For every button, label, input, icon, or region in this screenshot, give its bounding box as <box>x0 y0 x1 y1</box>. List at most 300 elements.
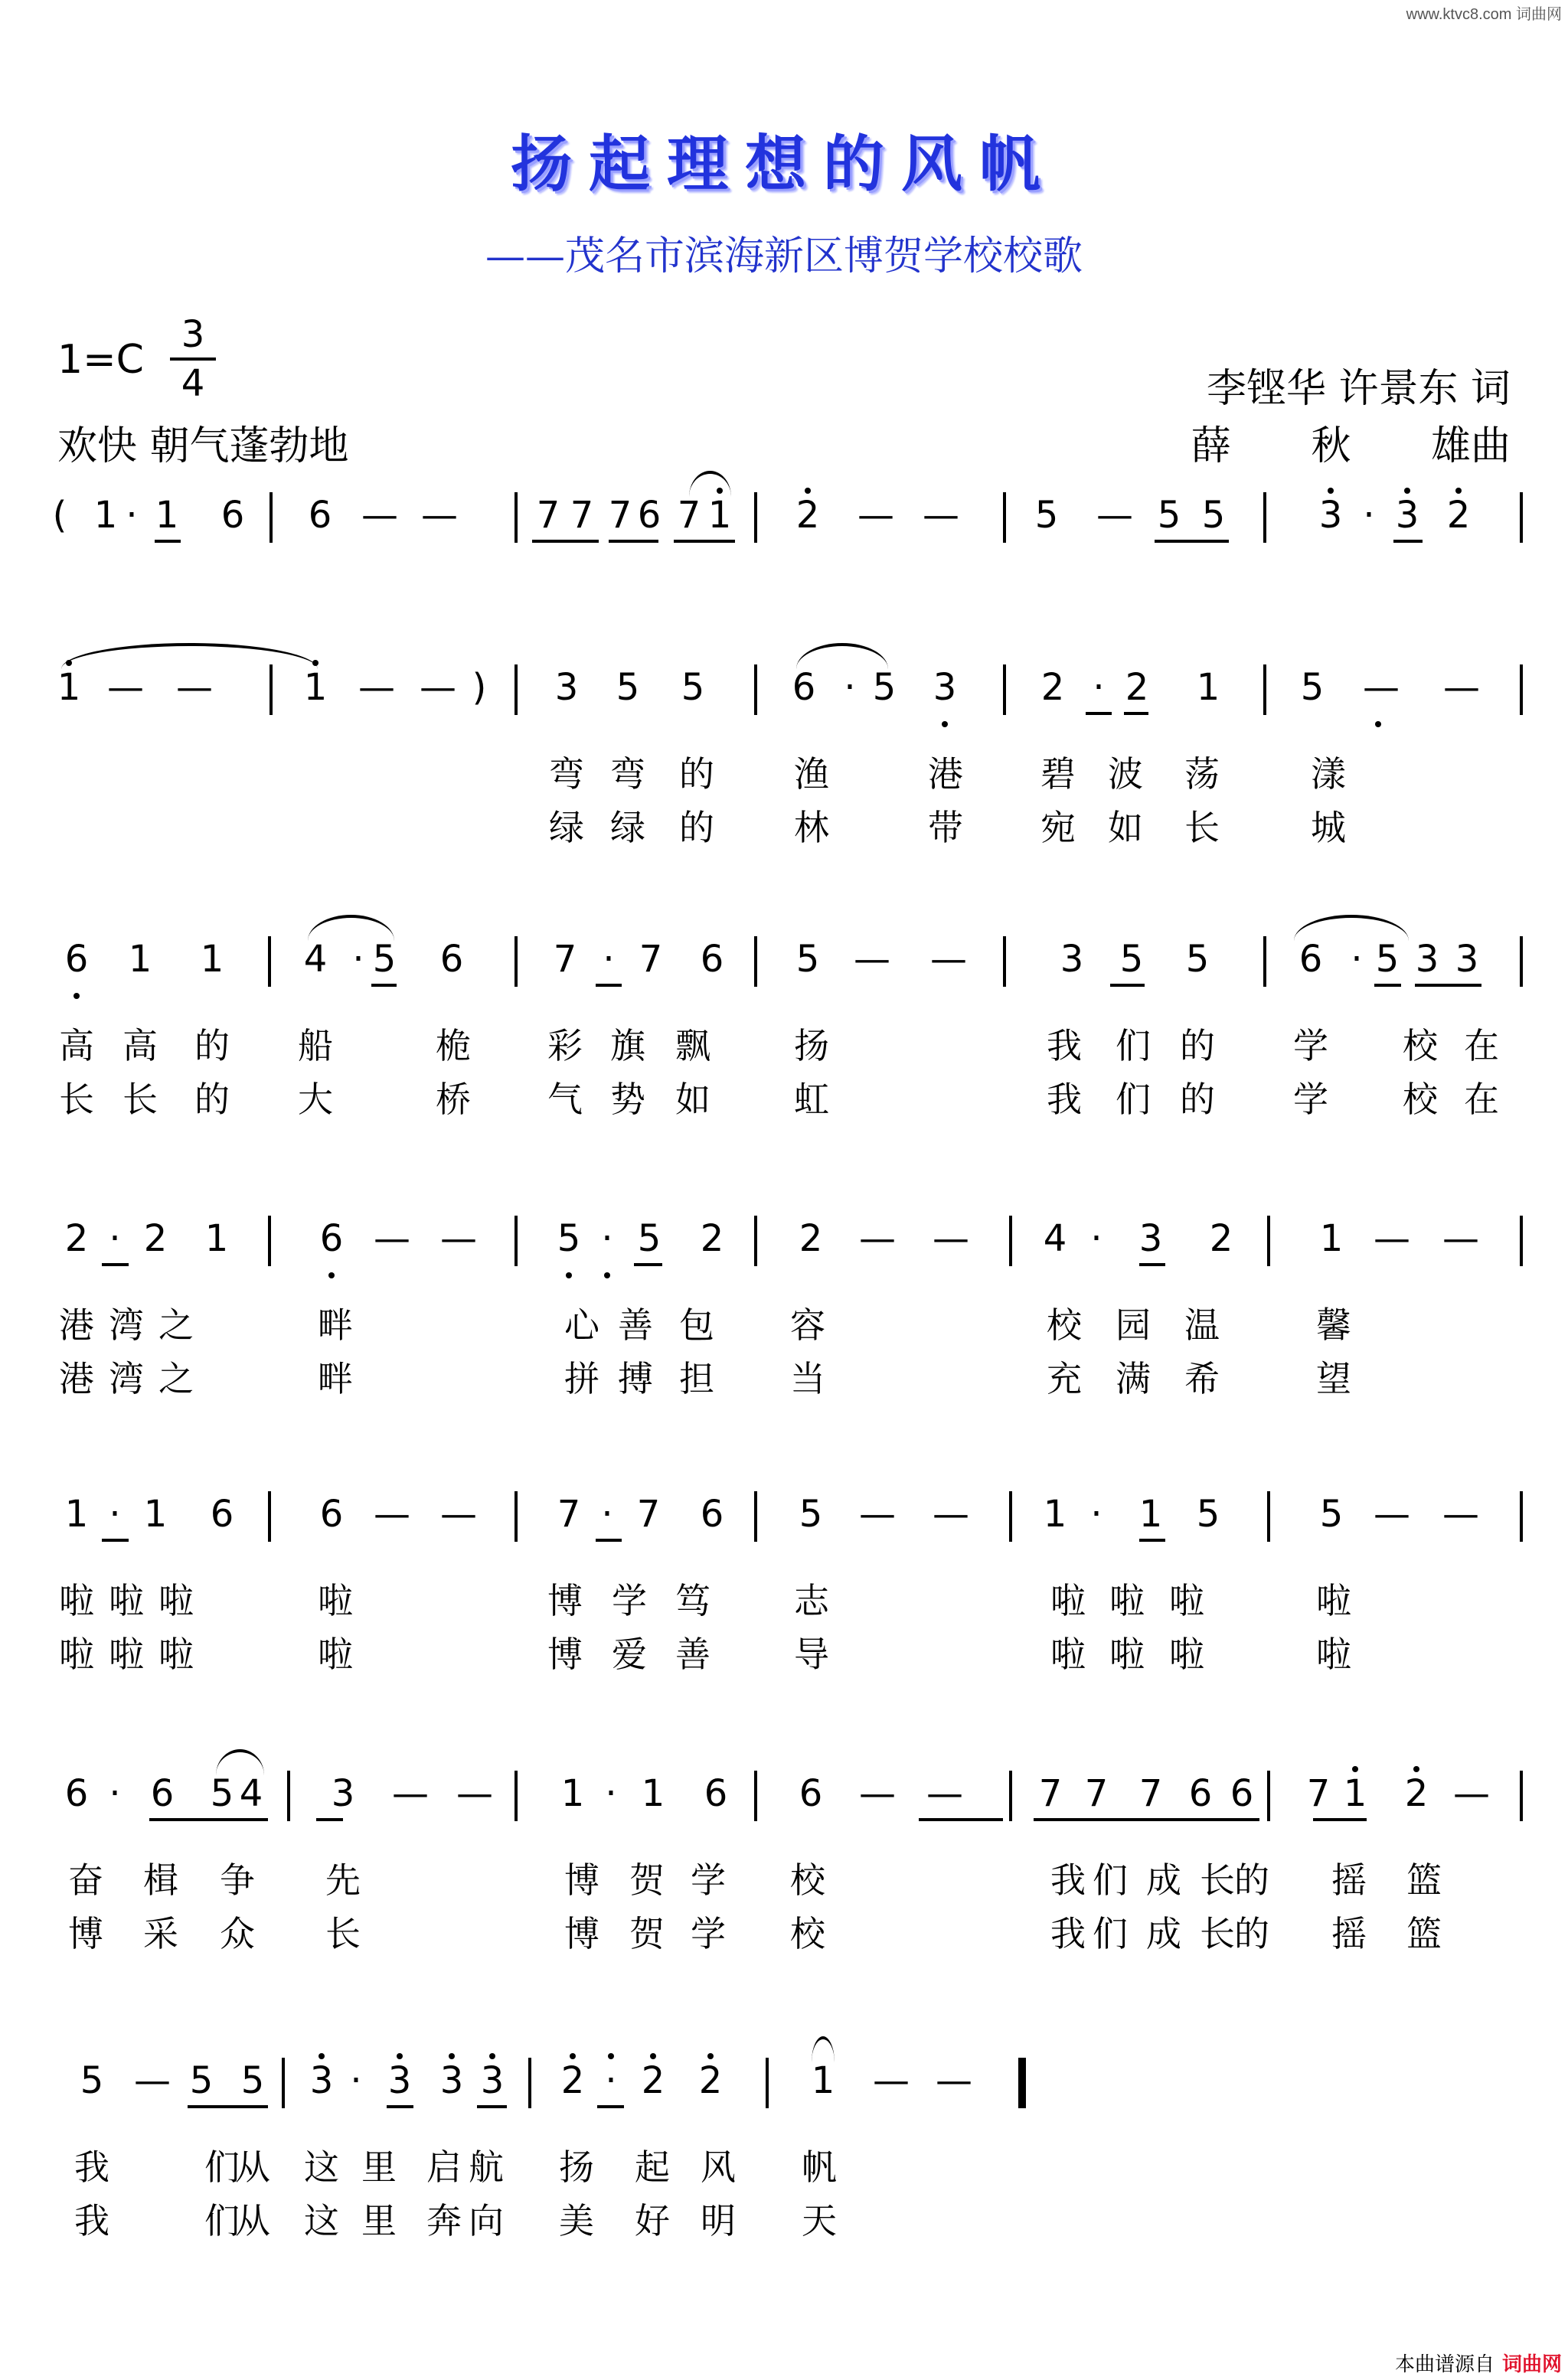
lyric-verse-2: 奔 <box>426 2200 462 2241</box>
lyric-verse-2: 导 <box>794 1634 829 1675</box>
lyric-verse-1: 学 <box>1293 1025 1328 1066</box>
note: 7 <box>557 1493 581 1536</box>
lyric-verse-1: 馨 <box>1316 1304 1351 1346</box>
high-octave-dot <box>570 2053 576 2059</box>
lyric-verse-2: 这 <box>304 2200 339 2241</box>
high-octave-dot <box>650 2053 656 2059</box>
note: 2 <box>1125 666 1149 709</box>
duration-underline <box>102 1263 129 1266</box>
note: 4 <box>1043 1217 1067 1260</box>
bar-line <box>1520 1216 1523 1266</box>
note: 5 <box>1196 1493 1220 1536</box>
note: — <box>456 1772 493 1815</box>
lyric-verse-1: 园 <box>1116 1304 1151 1346</box>
high-octave-dot <box>397 2053 403 2059</box>
lyric-verse-2: 从 <box>235 2200 270 2241</box>
lyric-verse-2: 啦 <box>59 1634 94 1675</box>
lyric-verse-2: 虹 <box>794 1079 829 1120</box>
lyric-verse-1: 帆 <box>802 2147 837 2188</box>
note: 1 <box>811 2059 835 2102</box>
duration-underline <box>674 540 735 543</box>
bar-line <box>754 1491 757 1542</box>
slur <box>61 643 318 669</box>
lyric-verse-1: 博 <box>564 1859 599 1901</box>
duration-underline <box>1393 540 1423 543</box>
note: 2 <box>795 494 820 537</box>
note: — <box>1374 1217 1410 1260</box>
note: 1 <box>204 1217 229 1260</box>
slur <box>812 2036 835 2062</box>
note: · <box>844 666 856 709</box>
lyric-verse-1: 争 <box>220 1859 255 1901</box>
note: 2 <box>698 2059 723 2102</box>
note: 6 <box>319 1217 344 1260</box>
lyric-verse-1: 扬 <box>794 1025 829 1066</box>
bar-line <box>514 492 518 543</box>
lyric-verse-1: 善 <box>618 1304 653 1346</box>
lyric-verse-1: 奋 <box>68 1859 103 1901</box>
lyric-verse-2: 篮 <box>1406 1913 1442 1954</box>
note: 4 <box>239 1772 263 1815</box>
note: 6 <box>1230 1772 1254 1815</box>
lyric-verse-1: 这 <box>304 2147 339 2188</box>
lyric-verse-1: 志 <box>794 1580 829 1621</box>
note: 1 <box>1138 1493 1163 1536</box>
note: — <box>930 938 967 981</box>
bar-line <box>270 492 273 543</box>
note: · <box>1093 666 1105 709</box>
lyric-verse-1: 摇 <box>1331 1859 1367 1901</box>
lyric-verse-2: 啦 <box>1316 1634 1351 1675</box>
lyric-verse-1: 容 <box>790 1304 825 1346</box>
lyric-verse-1: 长 <box>1200 1859 1235 1901</box>
note: 1 <box>128 938 152 981</box>
note: 6 <box>700 938 724 981</box>
lyric-verse-1: 的 <box>1234 1859 1269 1901</box>
lyric-verse-2: 林 <box>794 807 829 848</box>
lyric-verse-2: 如 <box>675 1079 710 1120</box>
note: 6 <box>319 1493 344 1536</box>
lyric-verse-2: 向 <box>469 2200 504 2241</box>
note: 5 <box>1201 494 1226 537</box>
duration-underline <box>1139 1263 1165 1266</box>
lyric-verse-2: 拼 <box>564 1358 599 1399</box>
bar-line <box>1009 1491 1012 1542</box>
note: 7 <box>677 494 701 537</box>
note: 1 <box>303 666 328 709</box>
low-octave-dot <box>942 721 948 727</box>
low-octave-dot <box>604 1272 610 1278</box>
note: — <box>176 666 213 709</box>
note: · <box>1090 1493 1102 1536</box>
note: 2 <box>1040 666 1065 709</box>
duration-underline <box>387 2105 413 2108</box>
bar-line <box>514 1491 518 1542</box>
lyric-verse-1: 从 <box>235 2147 270 2188</box>
bar-line <box>754 1771 757 1821</box>
lyric-verse-2: 我 <box>74 2200 109 2241</box>
note: 1 <box>560 1772 585 1815</box>
source-text: 本曲谱源自 <box>1394 2353 1494 2376</box>
lyric-verse-2: 畔 <box>318 1358 353 1399</box>
lyric-verse-1: 啦 <box>1169 1580 1204 1621</box>
lyric-verse-2: 桥 <box>436 1079 471 1120</box>
note: 3 <box>480 2059 505 2102</box>
lyric-verse-2: 美 <box>559 2200 594 2241</box>
high-octave-dot <box>489 2053 495 2059</box>
note: · <box>603 938 615 981</box>
lyric-verse-2: 之 <box>158 1358 194 1399</box>
composer-part: 薛 <box>1191 423 1231 469</box>
duration-underline <box>1124 712 1148 715</box>
note: — <box>923 494 959 537</box>
page-subtitle: ——茂名市滨海新区博贺学校校歌 <box>485 233 1083 279</box>
bar-line <box>754 664 757 715</box>
lyric-verse-1: 们 <box>1093 1859 1128 1901</box>
note: 3 <box>1415 938 1439 981</box>
high-octave-dot <box>805 488 811 494</box>
lyric-verse-2: 大 <box>298 1079 333 1120</box>
bar-line <box>1263 664 1266 715</box>
note: 1 <box>57 666 81 709</box>
bar-line <box>1003 936 1006 987</box>
duration-underline <box>596 1539 622 1542</box>
slur <box>689 471 731 497</box>
note: 5 <box>1185 938 1210 981</box>
note: — <box>933 1217 969 1260</box>
note: 7 <box>1306 1772 1331 1815</box>
source-brand: 词曲网 <box>1501 2353 1562 2376</box>
lyric-verse-2: 长 <box>59 1079 94 1120</box>
lyric-verse-1: 校 <box>1403 1025 1438 1066</box>
duration-underline <box>1374 984 1401 987</box>
duration-underline <box>316 1818 343 1821</box>
low-octave-dot <box>328 1272 335 1278</box>
bar-line <box>270 664 273 715</box>
note: 2 <box>1404 1772 1429 1815</box>
note: 5 <box>372 938 397 981</box>
note: 5 <box>1157 494 1181 537</box>
lyric-verse-2: 众 <box>220 1913 255 1954</box>
lyric-verse-1: 港 <box>928 753 963 795</box>
note: 6 <box>704 1772 728 1815</box>
note: — <box>1374 1493 1410 1536</box>
bar-line <box>1267 1491 1270 1542</box>
lyric-verse-1: 在 <box>1464 1025 1499 1066</box>
lyric-verse-1: 渔 <box>794 753 829 795</box>
note: — <box>859 1217 896 1260</box>
note: 6 <box>799 1772 823 1815</box>
note: 7 <box>608 494 632 537</box>
lyric-verse-1: 学 <box>691 1859 726 1901</box>
slur <box>796 643 888 669</box>
lyric-verse-2: 带 <box>928 807 963 848</box>
lyric-verse-1: 贺 <box>629 1859 665 1901</box>
note: — <box>926 1772 963 1815</box>
bar-line <box>1267 1771 1270 1821</box>
lyric-verse-1: 校 <box>790 1859 825 1901</box>
note: · <box>601 1493 613 1536</box>
note: — <box>374 1493 410 1536</box>
composer-part: 雄曲 <box>1430 423 1511 469</box>
note: · <box>350 2059 362 2102</box>
lyric-verse-2: 的 <box>679 807 714 848</box>
lyric-verse-2: 的 <box>194 1079 230 1120</box>
note: · <box>126 494 138 537</box>
lyric-verse-2: 担 <box>679 1358 714 1399</box>
note: 5 <box>681 666 705 709</box>
note: 2 <box>799 1217 823 1260</box>
lyric-verse-2: 我 <box>1047 1079 1082 1120</box>
bar-line <box>766 2058 769 2108</box>
bar-line <box>1009 1771 1012 1821</box>
lyric-verse-1: 校 <box>1047 1304 1082 1346</box>
lyric-verse-2: 长 <box>1200 1913 1235 1954</box>
note: — <box>936 2059 972 2102</box>
high-octave-dot <box>1413 1766 1419 1772</box>
bar-line <box>754 1216 757 1266</box>
note: · <box>109 1493 121 1536</box>
bar-line <box>514 1216 518 1266</box>
low-octave-dot <box>74 993 80 999</box>
lyric-verse-1: 我 <box>74 2147 109 2188</box>
lyric-verse-2: 搏 <box>618 1358 653 1399</box>
note: 6 <box>220 494 245 537</box>
duration-underline <box>1086 712 1112 715</box>
note: — <box>374 1217 410 1260</box>
note: · <box>109 1772 121 1815</box>
note: · <box>109 1217 121 1260</box>
note: — <box>859 1772 896 1815</box>
lyric-verse-2: 学 <box>691 1913 726 1954</box>
note: · <box>352 938 364 981</box>
lyric-verse-1: 们 <box>1116 1025 1151 1066</box>
lyric-verse-1: 先 <box>325 1859 361 1901</box>
lyric-verse-1: 弯 <box>549 753 584 795</box>
lyric-verse-2: 绿 <box>549 807 584 848</box>
note: 1 <box>64 1493 89 1536</box>
note: 1 <box>93 494 118 537</box>
lyric-verse-1: 里 <box>361 2147 397 2188</box>
note: 6 <box>64 938 89 981</box>
duration-underline <box>596 984 622 987</box>
low-octave-dot <box>1375 721 1381 727</box>
note: 3 <box>554 666 579 709</box>
bar-line <box>754 492 757 543</box>
lyric-verse-1: 漾 <box>1311 753 1346 795</box>
lyric-verse-2: 气 <box>547 1079 583 1120</box>
lyric-verse-1: 啦 <box>59 1580 94 1621</box>
lyric-verse-2: 博 <box>547 1634 583 1675</box>
note: 1 <box>143 1493 168 1536</box>
note: — <box>134 2059 171 2102</box>
lyric-verse-2: 港 <box>59 1358 94 1399</box>
lyric-verse-2: 啦 <box>318 1634 353 1675</box>
duration-underline <box>153 1818 268 1821</box>
high-octave-dot <box>1455 488 1462 494</box>
lyric-verse-1: 桅 <box>436 1025 471 1066</box>
lyric-verse-2: 们 <box>1093 1913 1128 1954</box>
lyric-verse-1: 航 <box>469 2147 504 2188</box>
note: 5 <box>1319 1493 1344 1536</box>
lyric-verse-1: 之 <box>158 1304 194 1346</box>
lyric-verse-1: 啦 <box>1109 1580 1145 1621</box>
duration-underline <box>1313 1818 1367 1821</box>
lyric-verse-2: 城 <box>1311 807 1346 848</box>
note: — <box>421 494 458 537</box>
bar-line <box>1263 492 1266 543</box>
note: 2 <box>700 1217 724 1260</box>
note: 1 <box>155 494 179 537</box>
note: 5 <box>616 666 640 709</box>
note: ) <box>472 666 487 709</box>
note: 2 <box>143 1217 168 1260</box>
lyric-verse-2: 绿 <box>610 807 645 848</box>
note: · <box>1351 938 1363 981</box>
page-title: 扬起理想的风帆 <box>511 129 1057 200</box>
note: 7 <box>570 494 594 537</box>
note: · <box>1363 494 1375 537</box>
lyric-verse-2: 采 <box>143 1913 178 1954</box>
lyric-verse-1: 啦 <box>158 1580 194 1621</box>
lyric-verse-1: 弯 <box>610 753 645 795</box>
lyric-verse-1: 啦 <box>1050 1580 1086 1621</box>
bar-line <box>268 936 271 987</box>
lyric-verse-1: 的 <box>194 1025 230 1066</box>
note: 4 <box>303 938 328 981</box>
lyric-verse-1: 畔 <box>318 1304 353 1346</box>
note: 6 <box>792 666 816 709</box>
note: 2 <box>1209 1217 1233 1260</box>
note: 5 <box>1119 938 1144 981</box>
note: 3 <box>1138 1217 1163 1260</box>
note: — <box>858 494 894 537</box>
high-octave-dot <box>318 2053 325 2059</box>
note: — <box>933 1493 969 1536</box>
note: — <box>1363 666 1400 709</box>
note: 7 <box>1138 1772 1163 1815</box>
note: 3 <box>387 2059 412 2102</box>
bar-line <box>1520 1491 1523 1542</box>
note: 6 <box>637 494 662 537</box>
lyric-verse-2: 我 <box>1050 1913 1086 1954</box>
note: — <box>420 666 456 709</box>
note: 5 <box>189 2059 214 2102</box>
note: 5 <box>1300 666 1325 709</box>
bar-line <box>1520 492 1523 543</box>
lyric-verse-1: 心 <box>564 1304 599 1346</box>
note: 2 <box>1446 494 1471 537</box>
note: 6 <box>308 494 332 537</box>
note: 3 <box>1060 938 1084 981</box>
bar-line <box>1267 1216 1270 1266</box>
lyric-verse-1: 楫 <box>143 1859 178 1901</box>
note: 6 <box>150 1772 175 1815</box>
note: · <box>605 1772 617 1815</box>
lyric-verse-2: 们 <box>204 2200 240 2241</box>
note: 6 <box>700 1493 724 1536</box>
lyric-verse-2: 宛 <box>1040 807 1076 848</box>
lyric-verse-1: 荡 <box>1184 753 1220 795</box>
note: 3 <box>1318 494 1343 537</box>
lyric-verse-2: 摇 <box>1331 1913 1367 1954</box>
note: 3 <box>1395 494 1419 537</box>
lyric-verse-1: 起 <box>635 2147 670 2188</box>
note: 3 <box>1455 938 1479 981</box>
note: 6 <box>210 1493 234 1536</box>
lyric-verse-2: 啦 <box>158 1634 194 1675</box>
duration-underline <box>371 984 397 987</box>
lyric-verse-1: 波 <box>1108 753 1143 795</box>
lyric-verse-2: 好 <box>635 2200 670 2241</box>
note: — <box>361 494 398 537</box>
bar-line <box>514 1771 518 1821</box>
note: 7 <box>636 1493 661 1536</box>
note: 6 <box>439 938 464 981</box>
note: 3 <box>331 1772 355 1815</box>
lyric-verse-1: 的 <box>1180 1025 1215 1066</box>
note: — <box>1442 1217 1479 1260</box>
note: 3 <box>309 2059 334 2102</box>
duration-underline <box>1037 1818 1259 1821</box>
lyric-verse-2: 啦 <box>1169 1634 1204 1675</box>
lyric-verse-2: 们 <box>1116 1079 1151 1120</box>
note: 3 <box>439 2059 464 2102</box>
time-signature <box>170 313 216 405</box>
bar-line <box>1009 1216 1012 1266</box>
note: 5 <box>1375 938 1400 981</box>
note: 2 <box>560 2059 585 2102</box>
lyricist-credit: 李铿华 许景东 词 <box>1206 366 1511 412</box>
high-octave-dot <box>608 2053 614 2059</box>
lyric-verse-1: 我 <box>1047 1025 1082 1066</box>
high-octave-dot <box>1352 1766 1358 1772</box>
lyric-verse-1: 扬 <box>559 2147 594 2188</box>
lyric-verse-1: 旗 <box>610 1025 645 1066</box>
note: 7 <box>639 938 663 981</box>
bar-line <box>287 1771 290 1821</box>
lyric-verse-2: 学 <box>1293 1079 1328 1120</box>
lyric-verse-2: 博 <box>68 1913 103 1954</box>
duration-underline <box>1139 1539 1165 1542</box>
note: 5 <box>80 2059 104 2102</box>
note: — <box>440 1217 477 1260</box>
lyric-verse-1: 啦 <box>1316 1580 1351 1621</box>
high-octave-dot <box>1404 488 1410 494</box>
note: 3 <box>933 666 957 709</box>
note: — <box>1453 1772 1490 1815</box>
lyric-verse-2: 当 <box>790 1358 825 1399</box>
lyric-verse-1: 风 <box>701 2147 736 2188</box>
note: 2 <box>641 2059 665 2102</box>
note: 5 <box>795 938 820 981</box>
lyric-verse-1: 彩 <box>547 1025 583 1066</box>
lyric-verse-2: 成 <box>1146 1913 1181 1954</box>
lyric-verse-2: 望 <box>1316 1358 1351 1399</box>
lyric-verse-1: 港 <box>59 1304 94 1346</box>
lyric-verse-2: 校 <box>790 1913 825 1954</box>
note: 1 <box>1043 1493 1067 1536</box>
lyric-verse-1: 学 <box>612 1580 647 1621</box>
duration-underline <box>188 2105 268 2108</box>
note: — <box>440 1493 477 1536</box>
note: · <box>605 2059 617 2102</box>
note: 1 <box>1343 1772 1367 1815</box>
duration-underline <box>597 2105 624 2108</box>
note: 5 <box>799 1493 823 1536</box>
note: ( <box>52 494 67 537</box>
note: 1 <box>200 938 224 981</box>
